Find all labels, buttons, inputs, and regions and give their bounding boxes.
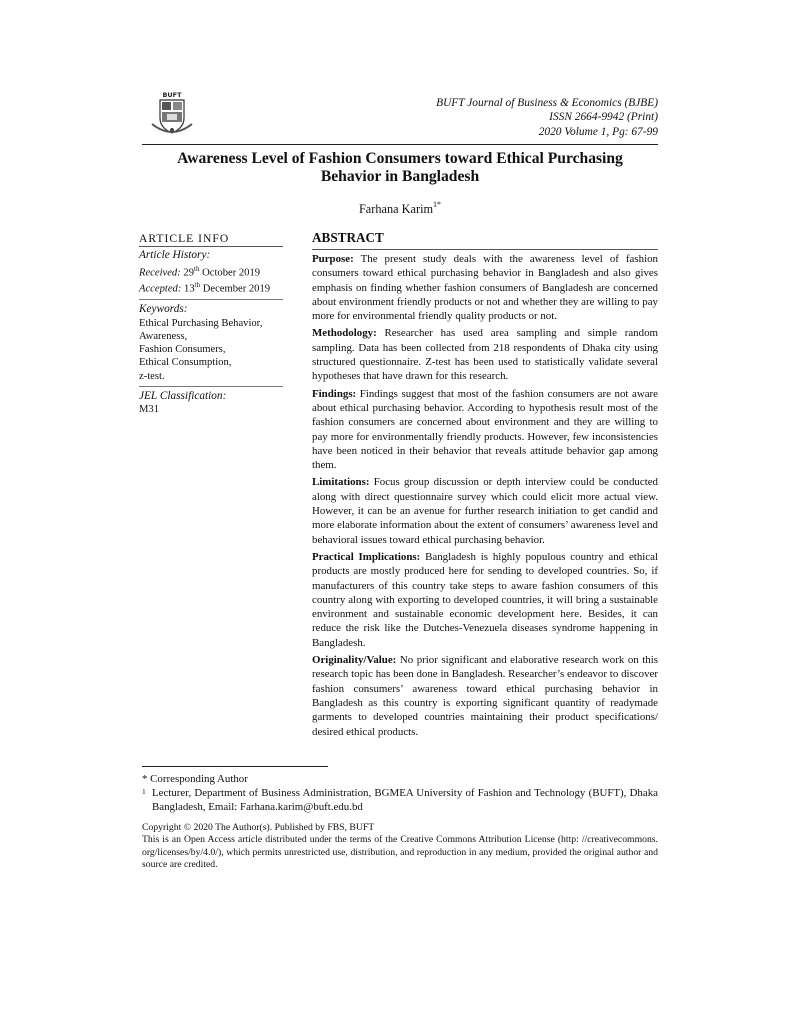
abstract-originality: Originality/Value: No prior significant and elaborative research work on this research topic has been done in Bangladesh. Researcher’s endeavor to discover fashion consumers’ awareness toward ethical purchasing behavior in Bangladesh as this country is exporting significant quantity of readymade garments to developed countries maintaining their product specifications/ desired ethical products. (312, 654, 658, 738)
title-line-1: Awareness Level of Fashion Consumers toward Ethical Purchasing (177, 150, 623, 167)
article-info-heading: ARTICLE INFO (139, 232, 283, 247)
corresponding-author-note: * Corresponding Author (142, 773, 248, 785)
received-label: Received: (139, 267, 181, 279)
keyword: Awareness, (139, 330, 188, 342)
history-label: Article History: (139, 249, 211, 262)
keywords-section (139, 303, 283, 387)
header-rule (142, 144, 658, 145)
abstract-limitations: Limitations: Focus group discussion or depth interview could be conducted along with direct questionnaire survey which could elicit more actual view. However, it can be an avenue for further research initiation to get candid and more elaborate information about the extent of consumers’ awareness level and behavioral issues toward ethical purchasing behavior. (312, 476, 658, 546)
affiliation-note: 1 Lecturer, Department of Business Administration, BGMEA University of Fashion and Technology (BUFT), Dhaka Bangladesh, Email: Farhana.karim@buft.edu.bd (142, 787, 658, 813)
jel-section (139, 390, 283, 417)
footnote-rule (142, 766, 328, 767)
author-line (142, 202, 658, 217)
journal-name: BUFT Journal of Business & Economics (BJBE) (436, 97, 658, 109)
abstract-heading: ABSTRACT (312, 230, 658, 250)
keyword: Ethical Consumption, (139, 357, 232, 369)
abstract-findings: Findings: Findings suggest that most of the fashion consumers are not aware about ethical purchasing behavior. According to hypothesis result most of the fashion consumers are concerned about environment and they are willing to pay more for environmentally friendly products. However, few inconsistencies have been noticed in their behavior that reveals attitude behavior gap among them. (312, 387, 658, 472)
paper-title (142, 150, 658, 186)
abstract-body (312, 252, 658, 742)
abstract-practical-implications: Practical Implications: Bangladesh is highly populous country and ethical products are mostly produced here for sending to developed countries. So, if manufacturers of this country take steps to aware fashion consumers of this country along with exporting to developed countries, it will bring a sustainable environment and sustainable economic development here. Besides, it can reduce the risk like the Dutches-Venezuela diseases syndrome happening in Bangladesh. (312, 550, 658, 649)
keyword: Fashion Consumers, (139, 344, 226, 356)
journal-issn: ISSN 2664-9942 (Print) (549, 111, 658, 124)
copyright-line: Copyright © 2020 The Author(s). Published by FBS, BUFT (142, 822, 375, 833)
keywords-label: Keywords: (139, 303, 188, 316)
journal-volume: 2020 Volume 1, Pg: 67-99 (538, 125, 658, 138)
received-date: Received: 29th October 2019 (139, 264, 261, 279)
abstract-purpose: Purpose: The present study deals with the awareness level of fashion consumers toward ethical purchasing behavior in Bangladesh and also gives emphasis on finding whether fashion consumers of Bangladesh are concerned about environment friendly products or not and whether they are willing to pay more for environmental friendly quality products or not. (312, 253, 658, 323)
accepted-date: Accepted: 13th December 2019 (139, 281, 271, 295)
title-line-2: Behavior in Bangladesh (320, 168, 480, 185)
keyword-list (139, 317, 283, 383)
author-mark: 1* (433, 200, 442, 209)
keyword: Ethical Purchasing Behavior, (139, 317, 263, 329)
journal-logo (148, 90, 196, 138)
jel-label: JEL Classification: (139, 390, 227, 403)
logo-text: BUFT (162, 91, 182, 99)
article-history (139, 249, 283, 300)
jel-code: M31 (139, 404, 160, 416)
license-text: This is an Open Access article distributed under the terms of the Creative Commons Attribution License (http: //creativecommons. org/licenses/by/4.0/), which permits unrestricted use, distribution, and reproduction in any medium, provided the original author and source are credited. (142, 834, 658, 871)
keyword: z-test. (139, 370, 165, 382)
article-info (139, 232, 283, 417)
copyright-block (142, 822, 658, 872)
journal-info (328, 96, 658, 139)
author-name: Farhana Karim (358, 202, 434, 216)
abstract-methodology: Methodology: Researcher has used area sampling and simple random sampling. Data has been collected from 218 respondents of Dhaka city using structured questionnaire. Z-test has been used to statistically validate several hypotheses that have drawn for this research. (312, 327, 658, 383)
footnotes (142, 772, 658, 814)
accepted-label: Accepted: (139, 283, 182, 295)
